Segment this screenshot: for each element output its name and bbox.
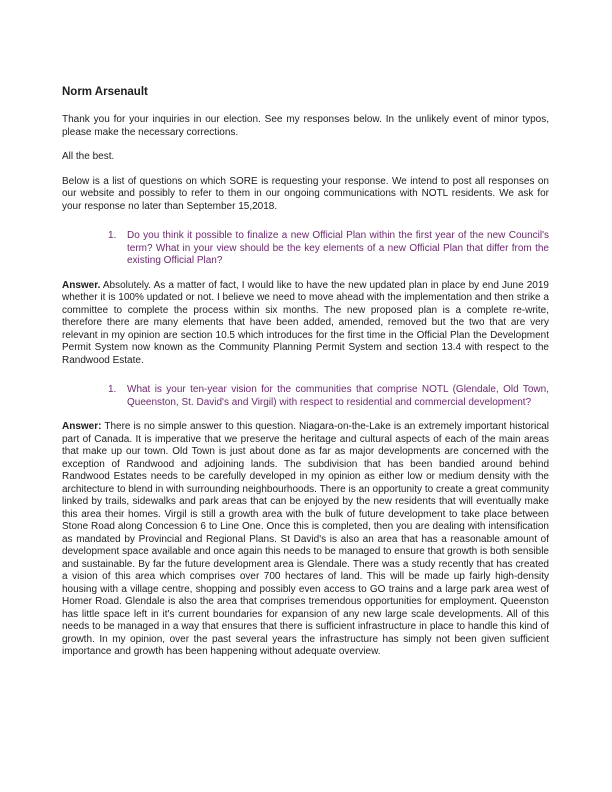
question-item-1 xyxy=(62,230,549,268)
intro-paragraph-2: All the best. xyxy=(62,151,115,162)
answer-label: Answer: xyxy=(62,421,102,432)
question-number: 1. xyxy=(108,230,117,241)
document-content xyxy=(62,86,549,671)
question-text: Do you think it possible to finalize a new Official Plan within the first year of the new Council's term? What in your view should be the key elements of a new Official Plan that differ from the existing Official Plan? xyxy=(127,230,549,266)
intro-paragraph-3: Below is a list of questions on which SORE is requesting your response. We intend to post all responses on our website and possibly to refer to them in our ongoing communications with NOTL residents. We ask for your response no later than September 15,2018. xyxy=(62,175,549,212)
answer-paragraph-2 xyxy=(62,421,549,659)
answer-paragraph-1 xyxy=(62,280,549,368)
intro-paragraph-1: Thank you for your inquiries in our election. See my responses below. In the unlikely event of minor typos, please make the necessary corrections. xyxy=(62,114,549,138)
question-text: What is your ten-year vision for the communities that comprise NOTL (Glendale, Old Town, Queenston, St. David's and Virgil) with respect to residential and commercial development? xyxy=(127,384,549,408)
question-item-2 xyxy=(62,384,549,409)
answer-text: There is no simple answer to this question. Niagara-on-the-Lake is an extremely important historical part of Canada. It is imperative that we preserve the heritage and cultural aspects of each of the main areas that make up our town. Old Town is just about done as far as major developments are concerned with the exception of Randwood and adjoining lands. The subdivision that has been bandied around behind Randwood Estates needs to be carefully developed in my opinion as either low or medium density with the architecture to blend in with surrounding neighbourhoods. There is an opportunity to create a great community linked by trails, sidewalks and park areas that can be enjoyed by the new residents that will eventually make this area their homes. Virgil is still a growth area with the bulk of future development to take place between Stone Road along Concession 6 to Line One. Once this is completed, then you are dealing with intensification as mandated by Provincial and Regional Plans. St David's is also an area that has a reasonable amount of development space available and once again this needs to be managed to ensure that growth is both sensible and sustainable. By far the future development area is Glendale. There was a study recently that has created a vision of this area which comprises over 700 hectares of land. This will be made up fairly high-density housing with a village centre, shopping and possibly even access to GO trains and a large park area west of Homer Road. Glendale is also the area that comprises tremendous opportunities for employment. Queenston has little space left in it's current boundaries for expansion of any new large scale developments. All of this needs to be managed in a way that ensures that there is sufficient infrastructure in place to handle this kind of growth. In my opinion, over the past several years the infrastructure has simply not been given sufficient importance and growth has been happening without adequate overview. xyxy=(62,421,549,657)
question-number: 1. xyxy=(108,384,117,395)
document-title: Norm Arsenault xyxy=(62,86,148,98)
answer-text: Absolutely. As a matter of fact, I would like to have the new updated plan in place by end June 2019 whether it is 100% updated or not. I believe we need to move ahead with the implementation and then strike a committee to complete the process within six months. The new proposed plan is a complete re-write, therefore there are many elements that have been added, amended, removed but the two that are very relevant in my opinion are section 10.5 which introduces for the first time in the Official Plan the Development Permit System now known as the Community Planning Permit System and section 13.4 with respect to the Randwood Estate. xyxy=(62,279,549,366)
answer-label: Answer. xyxy=(62,279,101,291)
